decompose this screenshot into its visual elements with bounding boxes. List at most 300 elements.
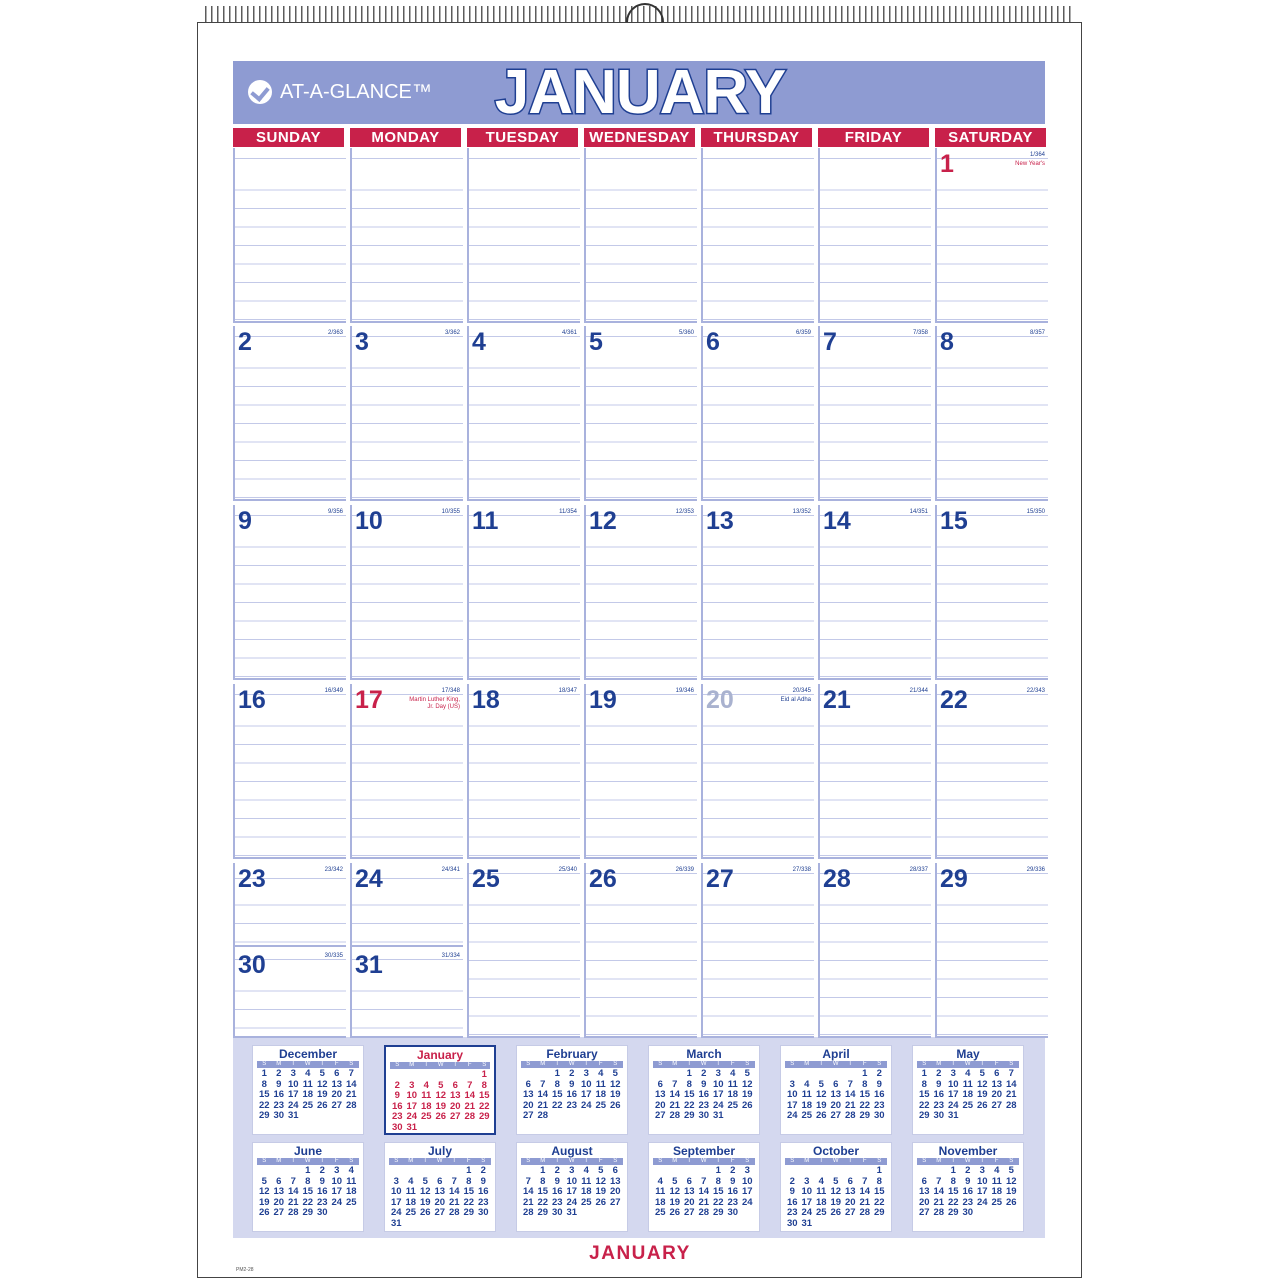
day-cell[interactable] <box>350 326 463 501</box>
mini-calendar-september[interactable] <box>648 1142 760 1232</box>
mini-day: 5 <box>612 1068 618 1079</box>
mini-day: 20 <box>991 1089 1003 1100</box>
mini-weekday-letter: W <box>700 1061 707 1067</box>
day-number: 18 <box>472 686 500 714</box>
day-number: 25 <box>472 865 500 893</box>
julian-date: 26/339 <box>675 867 694 873</box>
mini-weekday-letter: S <box>922 1061 927 1067</box>
day-cell[interactable] <box>701 326 814 501</box>
mini-day: 19 <box>435 1100 447 1112</box>
mini-day: 26 <box>830 1207 842 1218</box>
mini-weekday-letter: T <box>951 1158 956 1164</box>
mini-weekday-letter: S <box>482 1062 487 1068</box>
mini-weekday-row <box>389 1158 491 1165</box>
day-cell[interactable] <box>467 505 580 680</box>
mini-day: 30 <box>962 1207 974 1218</box>
mini-weekday-letter: W <box>304 1061 311 1067</box>
mini-day: 29 <box>947 1207 959 1218</box>
mini-day: 31 <box>566 1207 578 1218</box>
mini-weekday-letter: T <box>819 1061 824 1067</box>
mini-day: 18 <box>580 1186 592 1197</box>
mini-day: 1 <box>950 1165 956 1176</box>
mini-day: 2 <box>480 1165 486 1176</box>
mini-day: 10 <box>976 1175 988 1187</box>
day-number: 10 <box>355 507 383 535</box>
mini-weekday-row <box>521 1158 623 1165</box>
mini-calendar-june[interactable] <box>252 1142 364 1232</box>
mini-calendar-january[interactable] <box>384 1045 496 1135</box>
mini-day: 6 <box>276 1175 282 1187</box>
mini-day: 14 <box>287 1186 299 1197</box>
mini-day: 28 <box>933 1207 945 1218</box>
mini-day: 16 <box>727 1186 739 1197</box>
mini-day: 13 <box>830 1089 842 1100</box>
mini-weekday-letter: T <box>291 1061 296 1067</box>
mini-day: 17 <box>801 1196 813 1208</box>
mini-day: 17 <box>712 1089 724 1100</box>
mini-day: 4 <box>818 1175 824 1187</box>
mini-day: 22 <box>712 1196 724 1208</box>
mini-day: 29 <box>683 1110 695 1121</box>
mini-day: 12 <box>741 1078 753 1090</box>
mini-weekday-letter: T <box>320 1158 325 1164</box>
mini-day: 28 <box>669 1110 681 1121</box>
mini-day: 15 <box>859 1089 871 1100</box>
mini-day: 13 <box>683 1186 695 1197</box>
day-number: 30 <box>238 951 266 979</box>
mini-weekday-letter: F <box>730 1061 735 1067</box>
mini-day: 28 <box>859 1207 871 1218</box>
day-cell[interactable] <box>935 505 1048 680</box>
day-cell[interactable] <box>467 148 580 323</box>
mini-day: 21 <box>859 1196 871 1208</box>
day-cell-top-half[interactable] <box>235 863 346 947</box>
mini-day: 22 <box>463 1196 475 1208</box>
mini-day: 22 <box>918 1099 930 1111</box>
julian-date: 6/359 <box>795 330 811 336</box>
mini-day: 16 <box>477 1186 489 1197</box>
day-cell-bottom-half[interactable] <box>352 949 463 1036</box>
mini-day: 29 <box>859 1110 871 1121</box>
mini-day: 13 <box>449 1090 461 1101</box>
mini-weekday-letter: M <box>276 1158 282 1164</box>
julian-date: 31/334 <box>441 953 460 959</box>
mini-day: 15 <box>478 1090 490 1101</box>
day-number: 28 <box>823 865 851 893</box>
mini-day: 4 <box>994 1165 1000 1176</box>
day-number: 31 <box>355 951 383 979</box>
mini-day: 28 <box>844 1110 856 1121</box>
mini-weekday-letter: F <box>467 1062 472 1068</box>
mini-weekday-letter: M <box>409 1062 415 1068</box>
mini-day: 8 <box>921 1078 927 1090</box>
mini-day: 3 <box>290 1068 296 1079</box>
mini-day: 29 <box>712 1207 724 1218</box>
day-cell[interactable] <box>233 148 346 323</box>
mini-day: 18 <box>801 1099 813 1111</box>
mini-day: 7 <box>862 1175 868 1187</box>
mini-day: 19 <box>419 1196 431 1208</box>
mini-day: 13 <box>844 1186 856 1197</box>
mini-day: 22 <box>478 1100 490 1112</box>
day-number: 12 <box>589 507 617 535</box>
mini-day: 3 <box>334 1165 340 1176</box>
julian-date: 22/343 <box>1026 688 1045 694</box>
mini-calendar-april[interactable] <box>780 1045 892 1135</box>
mini-calendar-february[interactable] <box>516 1045 628 1135</box>
day-cell[interactable] <box>818 684 931 859</box>
mini-day: 28 <box>345 1099 357 1111</box>
julian-date: 8/357 <box>1029 330 1045 336</box>
mini-day: 15 <box>551 1089 563 1100</box>
mini-weekday-letter: S <box>658 1061 663 1067</box>
mini-day: 24 <box>786 1110 798 1121</box>
day-cell[interactable] <box>233 326 346 501</box>
product-code: PM2-28 <box>236 1267 254 1273</box>
mini-day: 28 <box>537 1110 549 1121</box>
mini-day: 6 <box>525 1078 531 1090</box>
day-number: 14 <box>823 507 851 535</box>
mini-weekday-letter: S <box>613 1061 618 1067</box>
mini-day: 15 <box>258 1089 270 1100</box>
mini-weekday-letter: F <box>598 1061 603 1067</box>
mini-day: 6 <box>847 1175 853 1187</box>
day-cell[interactable] <box>584 684 697 859</box>
mini-day: 17 <box>331 1186 343 1197</box>
mini-calendar-may[interactable] <box>912 1045 1024 1135</box>
mini-day: 31 <box>947 1110 959 1121</box>
mini-day: 29 <box>478 1111 490 1122</box>
mini-day: 24 <box>801 1207 813 1218</box>
mini-weekday-row <box>653 1158 755 1165</box>
mini-day: 12 <box>669 1186 681 1197</box>
julian-date: 9/356 <box>327 509 343 515</box>
day-cell[interactable] <box>701 684 814 859</box>
mini-calendar-august[interactable] <box>516 1142 628 1232</box>
mini-day: 23 <box>873 1099 885 1111</box>
mini-day: 14 <box>345 1078 357 1090</box>
mini-day: 18 <box>595 1089 607 1100</box>
day-cell[interactable] <box>467 684 580 859</box>
mini-day: 9 <box>730 1175 736 1187</box>
mini-day: 9 <box>480 1175 486 1187</box>
mini-day: 2 <box>876 1068 882 1079</box>
mini-day: 5 <box>818 1078 824 1090</box>
mini-day: 4 <box>657 1175 663 1187</box>
mini-day: 21 <box>844 1099 856 1111</box>
day-cell[interactable] <box>350 684 463 859</box>
day-cell[interactable] <box>935 148 1048 323</box>
mini-day: 30 <box>786 1217 798 1229</box>
mini-day: 9 <box>319 1175 325 1187</box>
day-cell[interactable] <box>701 148 814 323</box>
mini-day: 27 <box>449 1111 461 1122</box>
mini-weekday-letter: W <box>436 1158 443 1164</box>
mini-day: 3 <box>979 1165 985 1176</box>
holiday-note: New Year's <box>1015 161 1045 167</box>
mini-day: 25 <box>727 1099 739 1111</box>
julian-date: 1/364 <box>1029 152 1045 158</box>
mini-day: 9 <box>876 1078 882 1090</box>
mini-day: 27 <box>918 1207 930 1218</box>
mini-day: 29 <box>918 1110 930 1121</box>
mini-day: 21 <box>933 1196 945 1208</box>
mini-day: 25 <box>420 1111 432 1122</box>
mini-day: 8 <box>466 1175 472 1187</box>
mini-day: 21 <box>537 1099 549 1111</box>
mini-day: 23 <box>786 1207 798 1218</box>
mini-day: 1 <box>261 1068 267 1079</box>
mini-day: 7 <box>701 1175 707 1187</box>
day-cell[interactable] <box>584 148 697 323</box>
mini-day: 4 <box>730 1068 736 1079</box>
mini-weekday-letter: S <box>394 1158 399 1164</box>
mini-day: 24 <box>287 1099 299 1111</box>
mini-day: 25 <box>405 1207 417 1218</box>
mini-day: 21 <box>669 1099 681 1111</box>
mini-day: 23 <box>962 1196 974 1208</box>
mini-day: 14 <box>698 1186 710 1197</box>
day-number: 2 <box>238 328 252 356</box>
day-cell[interactable] <box>350 863 463 1038</box>
mini-day: 16 <box>551 1186 563 1197</box>
mini-day: 20 <box>331 1089 343 1100</box>
mini-calendar-november[interactable] <box>912 1142 1024 1232</box>
julian-date: 3/362 <box>444 330 460 336</box>
mini-weekday-letter: S <box>395 1062 400 1068</box>
mini-calendar-october[interactable] <box>780 1142 892 1232</box>
mini-day: 12 <box>258 1186 270 1197</box>
day-cell-bottom-half[interactable] <box>235 949 346 1036</box>
weekday-sunday: SUNDAY <box>233 128 344 147</box>
mini-day: 2 <box>701 1068 707 1079</box>
mini-calendar-march[interactable] <box>648 1045 760 1135</box>
day-cell[interactable] <box>233 863 346 1038</box>
mini-day: 16 <box>933 1089 945 1100</box>
day-cell[interactable] <box>350 148 463 323</box>
mini-day: 18 <box>302 1089 314 1100</box>
mini-day: 21 <box>698 1196 710 1208</box>
mini-day: 5 <box>438 1079 444 1091</box>
day-cell[interactable] <box>818 863 931 1038</box>
weekday-tuesday: TUESDAY <box>467 128 578 147</box>
mini-day: 2 <box>730 1165 736 1176</box>
mini-day: 7 <box>672 1078 678 1090</box>
mini-day: 5 <box>422 1175 428 1187</box>
day-cell[interactable] <box>467 326 580 501</box>
mini-day: 21 <box>1005 1089 1017 1100</box>
mini-day: 2 <box>276 1068 282 1079</box>
mini-day: 3 <box>715 1068 721 1079</box>
mini-weekday-row <box>257 1158 359 1165</box>
mini-day: 30 <box>873 1110 885 1121</box>
mini-day: 7 <box>936 1175 942 1187</box>
mini-day: 13 <box>991 1078 1003 1090</box>
mini-day: 12 <box>815 1089 827 1100</box>
mini-weekday-letter: F <box>862 1158 867 1164</box>
mini-day: 10 <box>287 1078 299 1090</box>
day-cell[interactable] <box>701 505 814 680</box>
mini-day: 26 <box>419 1207 431 1218</box>
mini-day: 6 <box>657 1078 663 1090</box>
julian-date: 5/360 <box>678 330 694 336</box>
day-cell[interactable] <box>701 863 814 1038</box>
mini-day: 5 <box>672 1175 678 1187</box>
day-cell[interactable] <box>818 148 931 323</box>
day-number: 7 <box>823 328 837 356</box>
mini-weekday-letter: S <box>349 1061 354 1067</box>
mini-day: 24 <box>390 1207 402 1218</box>
mini-weekday-letter: W <box>568 1061 575 1067</box>
mini-day: 9 <box>965 1175 971 1187</box>
mini-day: 20 <box>918 1196 930 1208</box>
julian-date: 2/363 <box>327 330 343 336</box>
day-cell[interactable] <box>584 326 697 501</box>
day-cell[interactable] <box>935 684 1048 859</box>
mini-weekday-row <box>917 1061 1019 1068</box>
mini-day: 14 <box>859 1186 871 1197</box>
day-cell[interactable] <box>233 684 346 859</box>
day-cell[interactable] <box>350 505 463 680</box>
mini-weekday-letter: W <box>568 1158 575 1164</box>
julian-date: 17/348 <box>441 688 460 694</box>
mini-day: 12 <box>976 1078 988 1090</box>
mini-day: 4 <box>583 1165 589 1176</box>
mini-day: 13 <box>434 1186 446 1197</box>
mini-day: 17 <box>287 1089 299 1100</box>
mini-day: 4 <box>408 1175 414 1187</box>
mini-day: 18 <box>991 1186 1003 1197</box>
mini-day: 2 <box>789 1175 795 1187</box>
mini-day: 30 <box>551 1207 563 1218</box>
mini-day: 13 <box>331 1078 343 1090</box>
mini-day: 12 <box>435 1090 447 1101</box>
mini-day: 30 <box>273 1110 285 1121</box>
day-number: 11 <box>472 507 499 535</box>
day-cell[interactable] <box>584 863 697 1038</box>
mini-day: 1 <box>921 1068 927 1079</box>
mini-day: 7 <box>348 1068 354 1079</box>
mini-day: 23 <box>316 1196 328 1208</box>
day-cell[interactable] <box>935 863 1048 1038</box>
mini-weekday-letter: T <box>848 1061 853 1067</box>
mini-weekday-letter: S <box>790 1158 795 1164</box>
day-number: 1 <box>940 150 954 178</box>
mini-day: 21 <box>345 1089 357 1100</box>
mini-day: 10 <box>947 1078 959 1090</box>
mini-day: 4 <box>348 1165 354 1176</box>
mini-weekday-letter: F <box>334 1061 339 1067</box>
mini-day: 25 <box>654 1207 666 1218</box>
mini-calendar-july[interactable] <box>384 1142 496 1232</box>
mini-day: 27 <box>683 1207 695 1218</box>
month-title: JANUARY <box>494 58 786 127</box>
mini-weekday-letter: S <box>526 1061 531 1067</box>
mini-day: 17 <box>390 1196 402 1208</box>
mini-day: 2 <box>936 1068 942 1079</box>
mini-day: 7 <box>540 1078 546 1090</box>
mini-day: 21 <box>522 1196 534 1208</box>
day-cell[interactable] <box>935 326 1048 501</box>
mini-day: 6 <box>334 1068 340 1079</box>
day-number: 16 <box>238 686 266 714</box>
mini-weekday-letter: M <box>408 1158 414 1164</box>
mini-day: 26 <box>741 1099 753 1111</box>
mini-day: 27 <box>522 1110 534 1121</box>
julian-date: 18/347 <box>558 688 577 694</box>
mini-day: 25 <box>302 1099 314 1111</box>
mini-day: 11 <box>991 1175 1002 1187</box>
mini-day: 6 <box>921 1175 927 1187</box>
mini-day: 20 <box>609 1186 621 1197</box>
julian-date: 29/336 <box>1026 867 1045 873</box>
day-cell[interactable] <box>233 505 346 680</box>
mini-day: 8 <box>876 1175 882 1187</box>
mini-day: 3 <box>569 1165 575 1176</box>
mini-day: 3 <box>409 1079 415 1091</box>
mini-day: 20 <box>273 1196 285 1208</box>
mini-day: 8 <box>715 1175 721 1187</box>
mini-day: 9 <box>701 1078 707 1090</box>
mini-weekday-letter: W <box>964 1061 971 1067</box>
mini-weekday-letter: T <box>555 1158 560 1164</box>
mini-day: 13 <box>273 1186 285 1197</box>
mini-day: 26 <box>976 1099 988 1111</box>
mini-day: 7 <box>1008 1068 1014 1079</box>
mini-day: 13 <box>609 1175 621 1187</box>
mini-weekday-letter: T <box>423 1158 428 1164</box>
mini-day: 14 <box>669 1089 681 1100</box>
mini-day: 31 <box>390 1217 402 1229</box>
mini-day: 31 <box>406 1121 418 1133</box>
mini-weekday-letter: W <box>437 1062 444 1068</box>
mini-weekday-letter: T <box>584 1158 589 1164</box>
mini-day: 29 <box>258 1110 270 1121</box>
day-cell[interactable] <box>467 863 580 1038</box>
mini-weekday-letter: T <box>452 1158 457 1164</box>
mini-day: 8 <box>950 1175 956 1187</box>
mini-day: 24 <box>331 1196 343 1208</box>
mini-day: 28 <box>464 1111 476 1122</box>
mini-day: 24 <box>712 1099 724 1111</box>
mini-day: 28 <box>287 1207 299 1218</box>
mini-weekday-letter: M <box>804 1158 810 1164</box>
mini-day: 27 <box>434 1207 446 1218</box>
mini-calendar-december[interactable] <box>252 1045 364 1135</box>
day-number: 29 <box>940 865 968 893</box>
mini-calendar-title: May <box>956 1047 980 1061</box>
mini-day: 1 <box>481 1069 487 1080</box>
mini-weekday-letter: T <box>980 1061 985 1067</box>
mini-day: 20 <box>844 1196 856 1208</box>
mini-day: 9 <box>276 1078 282 1090</box>
mini-day: 13 <box>654 1089 666 1100</box>
mini-weekday-row <box>390 1062 490 1069</box>
mini-day: 29 <box>873 1207 885 1218</box>
mini-day: 25 <box>815 1207 827 1218</box>
mini-day: 8 <box>261 1078 267 1090</box>
day-cell[interactable] <box>818 326 931 501</box>
mini-weekday-letter: F <box>598 1158 603 1164</box>
mini-day: 15 <box>918 1089 930 1100</box>
mini-day: 14 <box>537 1089 549 1100</box>
day-cell[interactable] <box>818 505 931 680</box>
mini-weekday-letter: T <box>819 1158 824 1164</box>
day-cell[interactable] <box>584 505 697 680</box>
day-cell-top-half[interactable] <box>352 863 463 947</box>
mini-day: 6 <box>452 1079 458 1091</box>
mini-day: 22 <box>537 1196 549 1208</box>
